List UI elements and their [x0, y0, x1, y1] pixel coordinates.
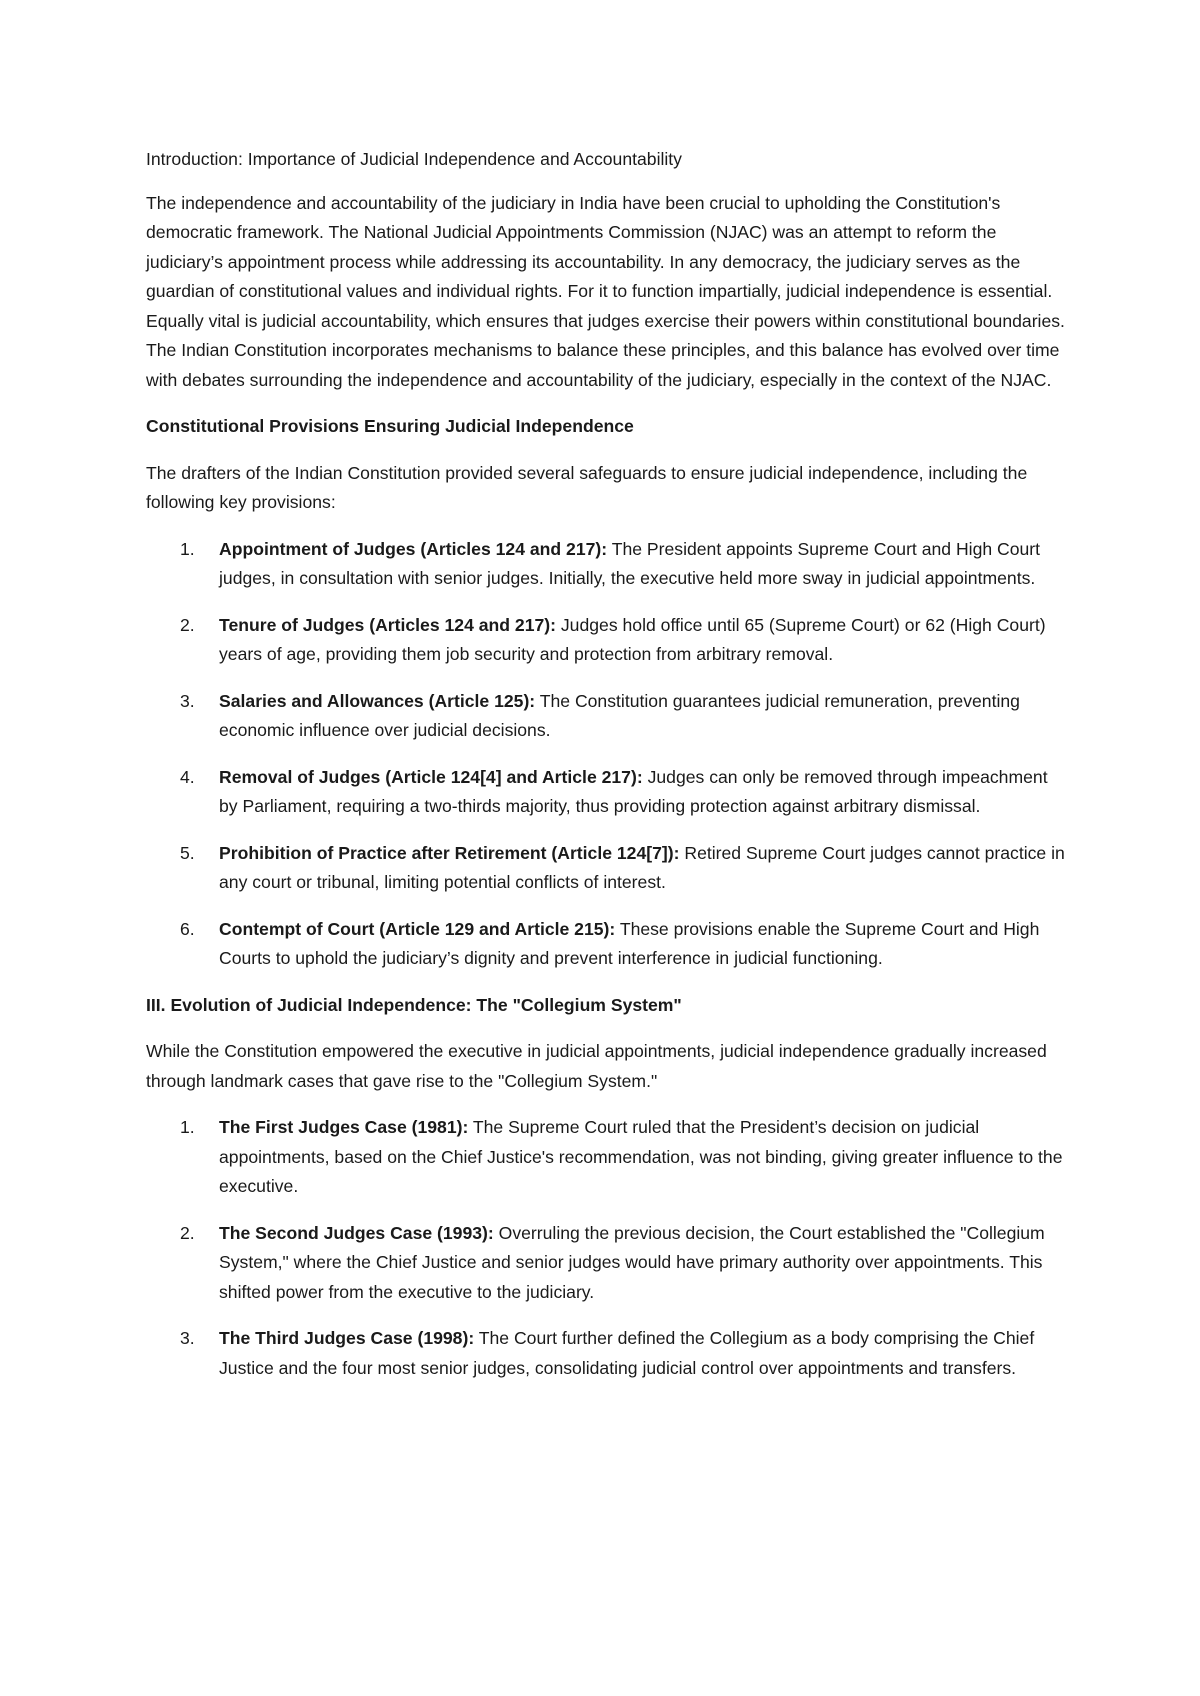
- list-item-title: Removal of Judges (Article 124[4] and Article 217):: [219, 766, 643, 787]
- list-item-title: The First Judges Case (1981):: [219, 1117, 469, 1137]
- list-item-title: Tenure of Judges (Articles 124 and 217):: [219, 614, 556, 635]
- list-item: [146, 1219, 1066, 1308]
- list-item-text: The Court further defined the Collegium as a body comprising the Chief Justice and the four most senior judges, consolidating judicial control over appointments and transfers.: [219, 1328, 1035, 1378]
- intro-paragraph: The independence and accountability of the judiciary in India have been crucial to upholding the Constitution's democratic framework. The National Judicial Appointments Commission (NJAC) was an attempt to reform the judiciary’s appointment process while addressing its accountability. In any democracy, the judiciary serves as the guardian of constitutional values and individual rights. For it to function impartially, judicial independence is essential. Equally vital is judicial accountability, which ensures that judges exercise their powers within constitutional boundaries. The Indian Constitution incorporates mechanisms to balance these principles, and this balance has evolved over time with debates surrounding the independence and accountability of the judiciary, especially in the context of the NJAC.: [146, 192, 1065, 390]
- list-item: [146, 535, 1066, 594]
- section-heading-constitutional-provisions: Constitutional Provisions Ensuring Judicial Independence: [146, 416, 634, 436]
- list-number: 3.: [180, 1328, 195, 1348]
- section-intro-collegium: While the Constitution empowered the executive in judicial appointments, judicial independence gradually increased through landmark cases that gave rise to the "Collegium System.": [146, 1041, 1047, 1091]
- list-item-text: These provisions enable the Supreme Court and High Courts to uphold the judiciary’s dignity and prevent interference in judicial functioning.: [219, 918, 1040, 968]
- list-item: [146, 687, 1066, 746]
- list-item: [146, 1324, 1066, 1383]
- provisions-list: [146, 535, 1066, 974]
- list-item-text: The President appoints Supreme Court and High Court judges, in consultation with senior judges. Initially, the executive held more sway in judicial appointments.: [219, 538, 1041, 588]
- list-number: 4.: [180, 766, 195, 787]
- list-item-text: The Constitution guarantees judicial remuneration, preventing economic influence over judicial decisions.: [219, 690, 1020, 740]
- list-item-title: Contempt of Court (Article 129 and Article 215):: [219, 918, 616, 939]
- list-item-text: The Supreme Court ruled that the President’s decision on judicial appointments, based on the Chief Justice's recommendation, was not binding, giving greater influence to the executive.: [219, 1117, 1063, 1196]
- list-item-title: The Second Judges Case (1993):: [219, 1222, 494, 1243]
- list-number: 2.: [180, 614, 195, 635]
- list-number: 2.: [180, 1222, 195, 1243]
- list-item: [146, 763, 1066, 822]
- list-item-text: Judges can only be removed through impeachment by Parliament, requiring a two-thirds majority, thus providing protection against arbitrary dismissal.: [219, 766, 1048, 816]
- list-item-text: Judges hold office until 65 (Supreme Court) or 62 (High Court) years of age, providing them job security and protection from arbitrary removal.: [219, 614, 1046, 664]
- list-number: 1.: [180, 1117, 195, 1137]
- list-number: 3.: [180, 690, 195, 711]
- list-number: 6.: [180, 918, 195, 939]
- list-item: [146, 839, 1066, 898]
- list-item-text: Overruling the previous decision, the Court established the "Collegium System," where the Chief Justice and senior judges would have primary authority over appointments. This shifted power from the executive to the judiciary.: [219, 1222, 1045, 1302]
- list-item: [146, 611, 1066, 670]
- list-item-text: Retired Supreme Court judges cannot practice in any court or tribunal, limiting potential conflicts of interest.: [219, 842, 1065, 892]
- judges-cases-list: [146, 1113, 1066, 1383]
- section-intro-constitutional-provisions: The drafters of the Indian Constitution provided several safeguards to ensure judicial independence, including the following key provisions:: [146, 462, 1028, 512]
- document-page: [146, 145, 1066, 1400]
- intro-title: Introduction: Importance of Judicial Independence and Accountability: [146, 149, 682, 169]
- list-item-title: The Third Judges Case (1998):: [219, 1328, 475, 1348]
- section-heading-collegium: III. Evolution of Judicial Independence: The "Collegium System": [146, 994, 682, 1015]
- list-item-title: Prohibition of Practice after Retirement (Article 124[7]):: [219, 842, 680, 863]
- list-item: [146, 1113, 1066, 1202]
- list-item-title: Salaries and Allowances (Article 125):: [219, 690, 536, 711]
- list-number: 1.: [180, 538, 195, 559]
- list-item-title: Appointment of Judges (Articles 124 and 217):: [219, 538, 608, 559]
- list-item: [146, 915, 1066, 974]
- list-number: 5.: [180, 842, 195, 863]
